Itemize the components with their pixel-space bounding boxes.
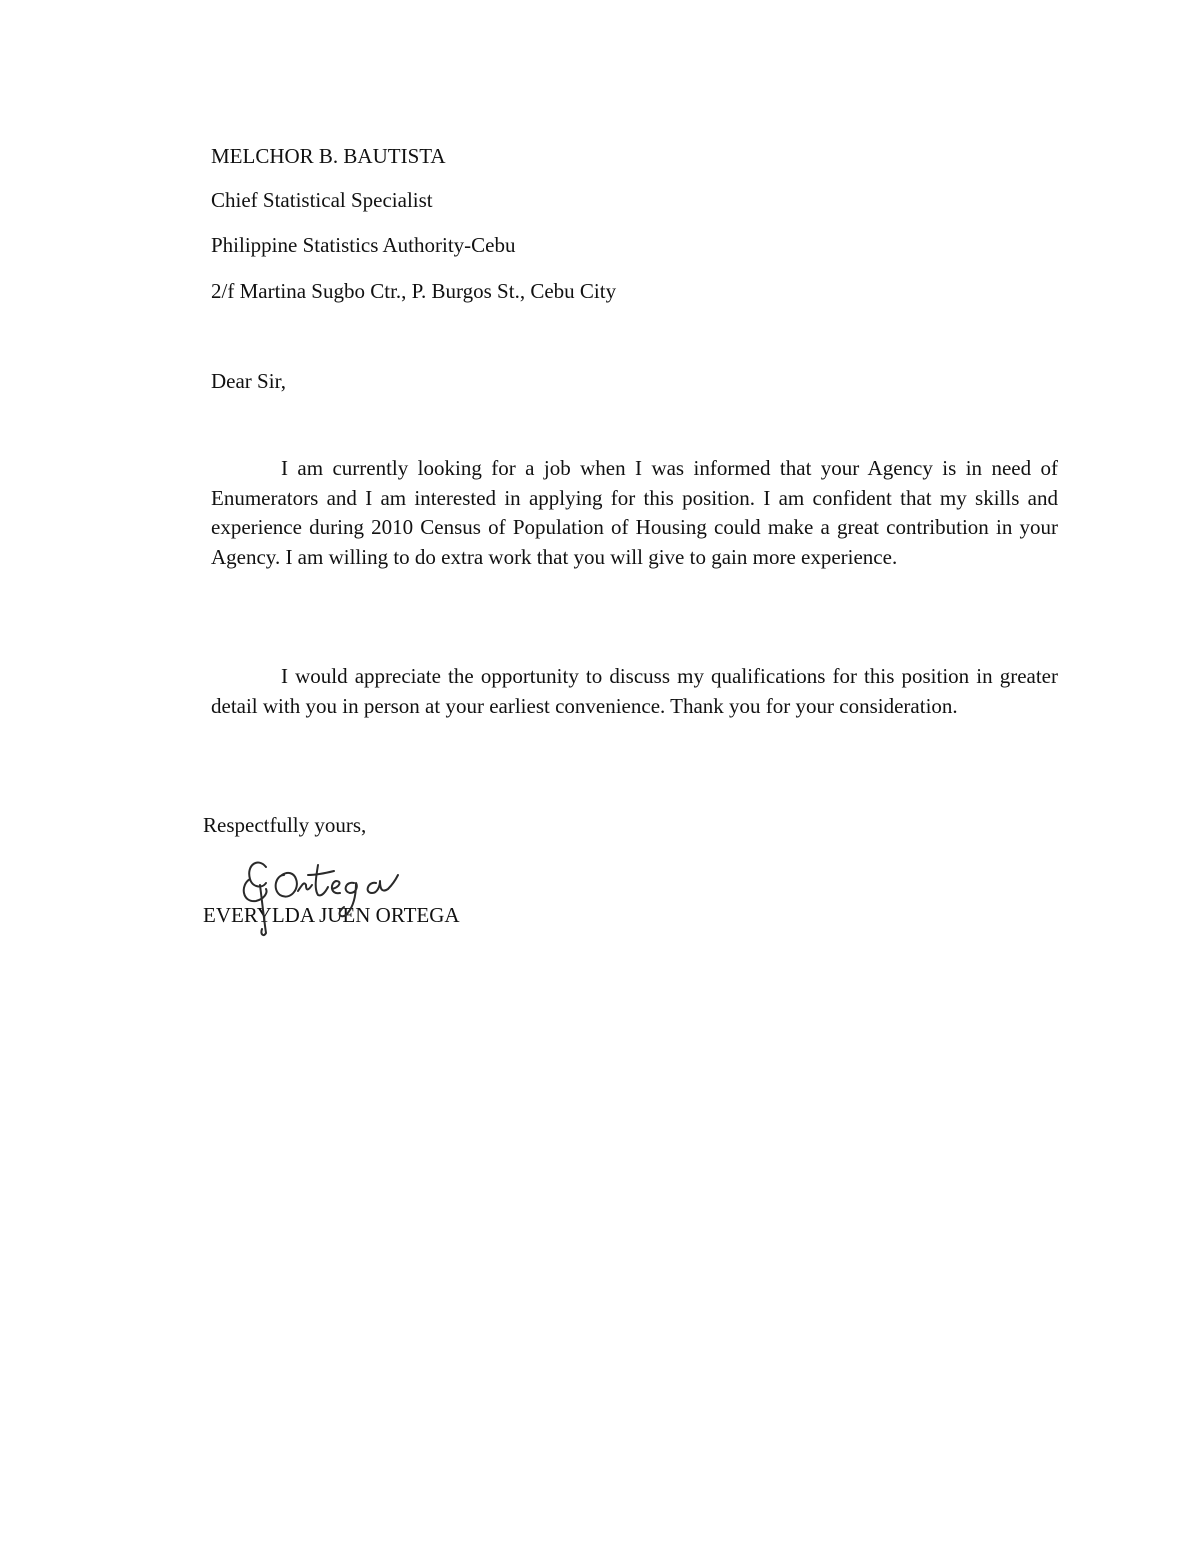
recipient-title: Chief Statistical Specialist [211,188,433,212]
recipient-address: 2/f Martina Sugbo Ctr., P. Burgos St., Cebu City [211,279,617,303]
salutation: Dear Sir, [211,369,286,393]
signature-strokes [244,863,398,936]
handwritten-signature [236,845,426,937]
recipient-organization: Philippine Statistics Authority-Cebu [211,233,516,257]
signer-name: EVERYLDA JUEN ORTEGA [203,903,460,927]
body-paragraph-2: I would appreciate the opportunity to discuss my qualifications for this position in greater detail with you in person at your earliest convenience. Thank you for your consideration. [211,664,1058,718]
body-paragraph-1: I am currently looking for a job when I was informed that your Agency is in need of Enumerators and I am interested in applying for this position. I am confident that my skills and experience during 2010 Census of Population of Housing could make a great contribution in your Agency. I am willing to do extra work that you will give to gain more experience. [211,456,1058,569]
recipient-name: MELCHOR B. BAUTISTA [211,144,446,168]
closing: Respectfully yours, [203,813,367,837]
